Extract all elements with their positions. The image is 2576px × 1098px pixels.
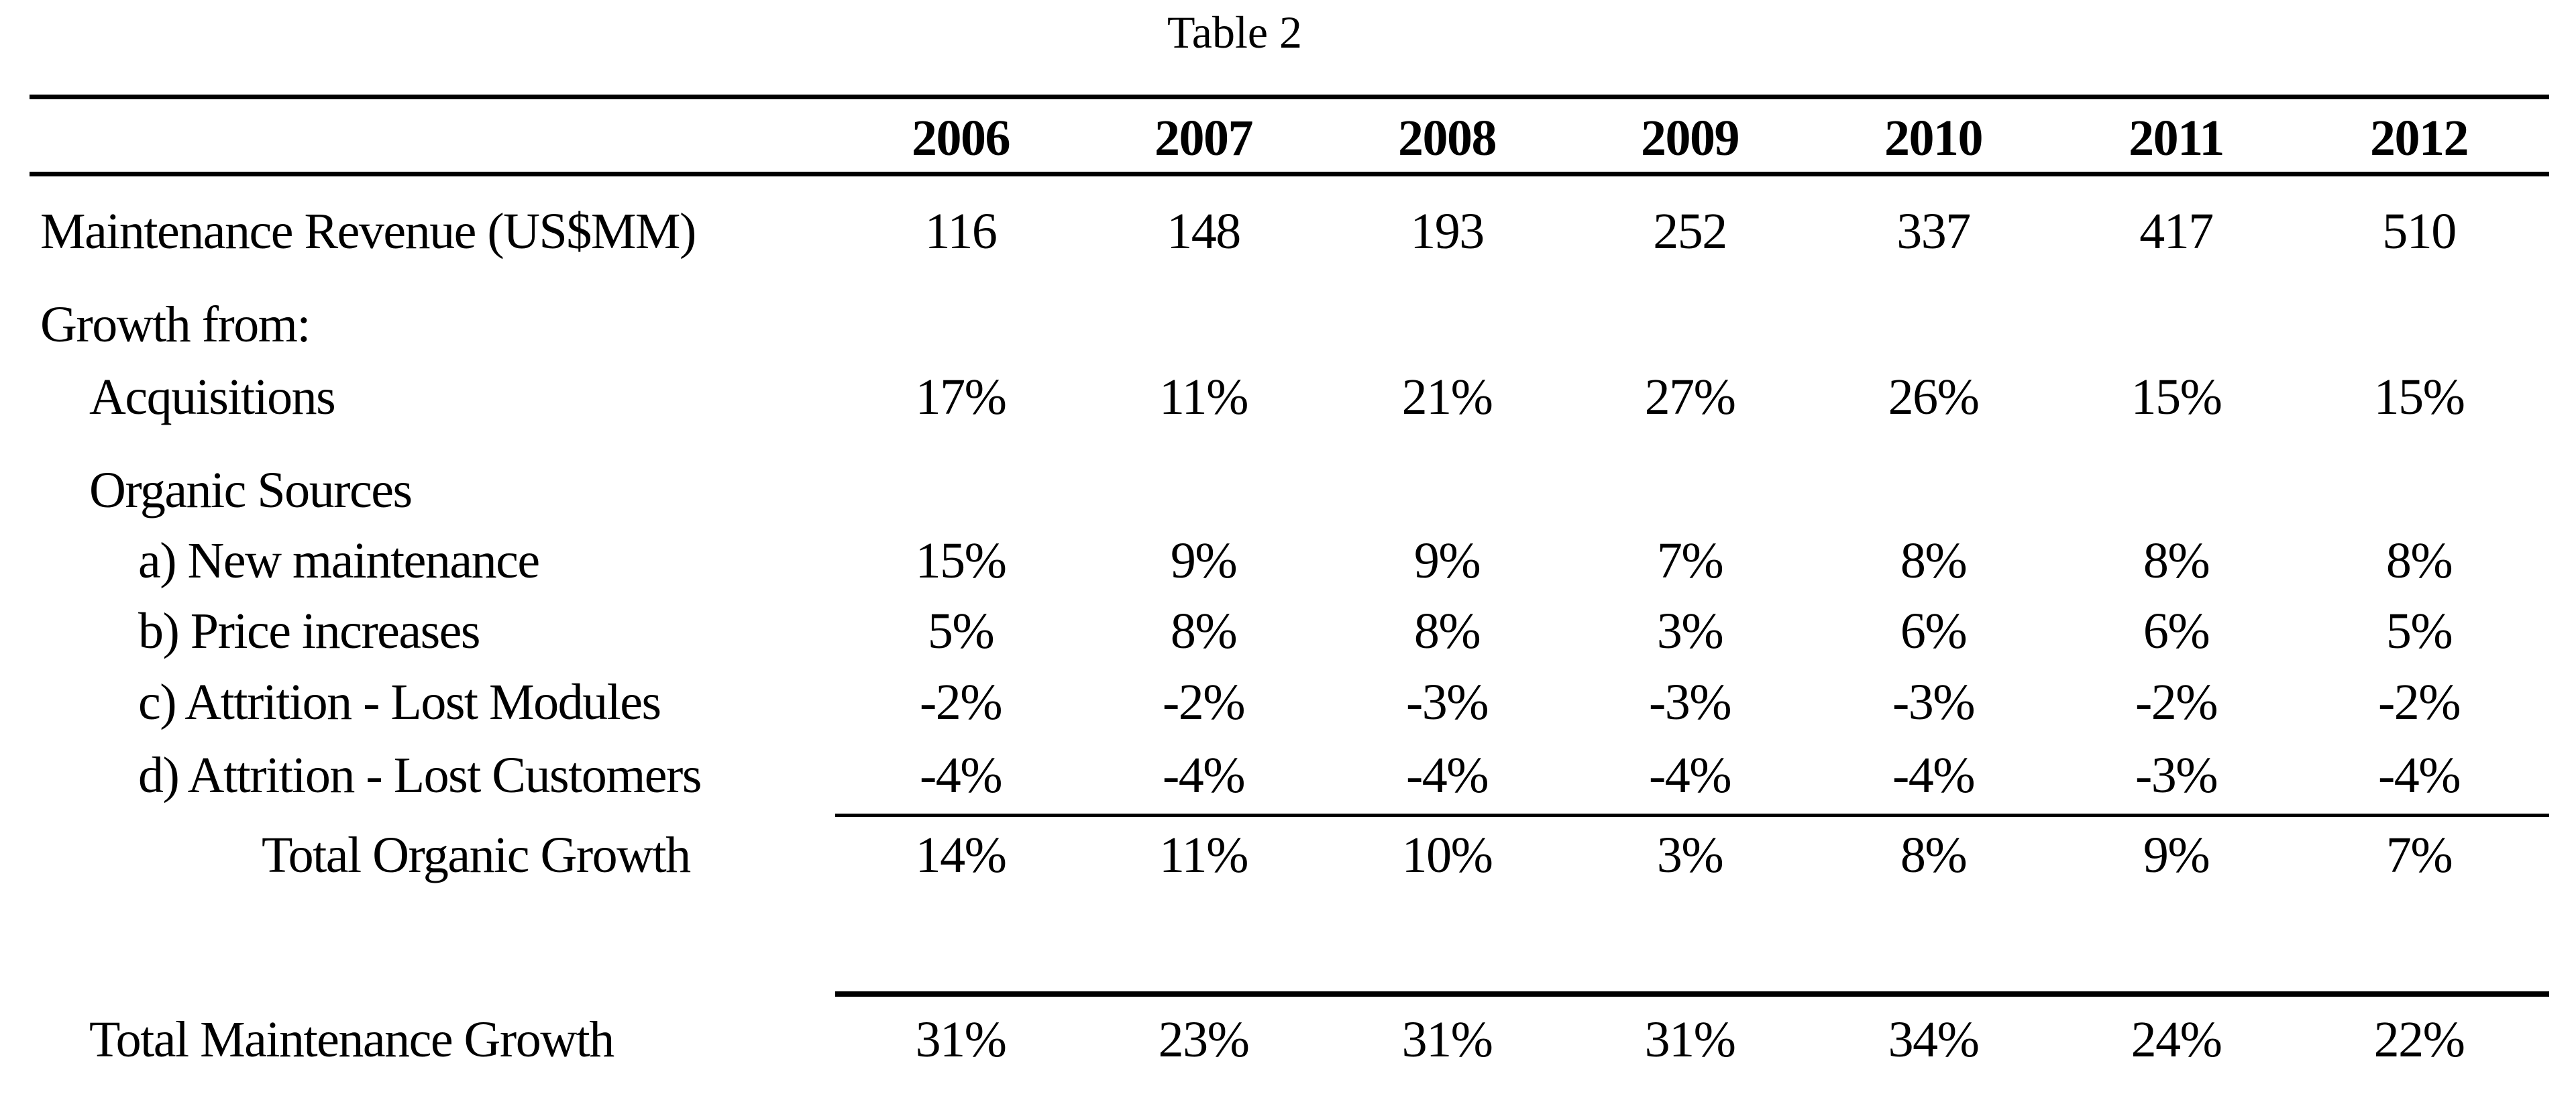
acquisitions-row-2011: 15% [2131, 369, 2222, 425]
attrition-lost-customers-row-2006: -4% [919, 747, 1002, 804]
acquisitions-row-2006: 17% [915, 369, 1006, 425]
total-growth-rule [835, 991, 2549, 997]
total-organic-growth-row-2010: 8% [1900, 827, 1967, 883]
price-increases-row-2009: 3% [1656, 603, 1723, 659]
total-organic-growth-row-2009: 3% [1656, 827, 1723, 883]
attrition-lost-modules-row-2009: -3% [1648, 674, 1731, 730]
acquisitions-row-2008: 21% [1401, 369, 1493, 425]
year-header-2010: 2010 [1884, 110, 1982, 166]
new-maintenance-row-2006: 15% [915, 533, 1006, 589]
acquisitions-row-label: Acquisitions [89, 369, 335, 425]
new-maintenance-row-2012: 8% [2385, 533, 2453, 589]
attrition-lost-customers-row-2010: -4% [1892, 747, 1975, 804]
attrition-lost-customers-row-2007: -4% [1162, 747, 1245, 804]
acquisitions-row-2007: 11% [1159, 369, 1248, 425]
year-header-2012: 2012 [2370, 110, 2468, 166]
maintenance-revenue-row-2008: 193 [1410, 203, 1484, 260]
attrition-lost-modules-row-2011: -2% [2135, 674, 2218, 730]
maintenance-revenue-row-2007: 148 [1167, 203, 1240, 260]
attrition-lost-modules-row-2006: -2% [919, 674, 1002, 730]
header-rule [30, 172, 2549, 176]
maintenance-revenue-row-2010: 337 [1896, 203, 1970, 260]
new-maintenance-row-2011: 8% [2143, 533, 2210, 589]
total-maintenance-growth-row-2010: 34% [1888, 1011, 1979, 1068]
new-maintenance-row-2009: 7% [1656, 533, 1723, 589]
price-increases-row-2010: 6% [1900, 603, 1967, 659]
growth-from-row-label: Growth from: [40, 296, 311, 353]
organic-sources-row-label: Organic Sources [89, 462, 412, 518]
new-maintenance-row-2008: 9% [1413, 533, 1481, 589]
maintenance-revenue-row-2006: 116 [924, 203, 997, 260]
total-maintenance-growth-row-label: Total Maintenance Growth [89, 1011, 614, 1068]
price-increases-row-2011: 6% [2143, 603, 2210, 659]
attrition-lost-customers-row-2012: -4% [2377, 747, 2461, 804]
total-organic-growth-row-2006: 14% [915, 827, 1006, 883]
total-organic-growth-row-2011: 9% [2143, 827, 2210, 883]
attrition-lost-modules-row-label: c) Attrition - Lost Modules [138, 674, 661, 730]
attrition-lost-modules-row-2008: -3% [1405, 674, 1489, 730]
acquisitions-row-2010: 26% [1888, 369, 1979, 425]
acquisitions-row-2009: 27% [1644, 369, 1735, 425]
attrition-lost-customers-row-2009: -4% [1648, 747, 1731, 804]
price-increases-row-label: b) Price increases [138, 603, 480, 659]
attrition-lost-modules-row-2010: -3% [1892, 674, 1975, 730]
year-header-2011: 2011 [2129, 110, 2224, 166]
total-maintenance-growth-row-2012: 22% [2373, 1011, 2465, 1068]
table-page: Table 2 2006 2007 2008 2009 2010 2011 2012 Maintenance Revenue (US$MM) 116 148 193 252 337 417 510 Growth from: Acquisitions 17% 11% 21% 27% 26% 15% 15% Organic Sources a) New maintenance 15% 9% 9% 7% 8% 8% 8% b) Price increases 5% 8% 8% 3% 6% 6% 5% c) Attrition - Lost Modules -2% -2% -3% -3% -3% -2% -2% d) Attrition - Lost Customers -4% -4% -4% -4% -4% -3% -4% Total Organic Growth 14% 11% 10% 3% 8% 9% 7% Total Maintenance Growth 31% 23% 31% 31% 34% 24% 22% [0, 0, 2576, 1098]
price-increases-row-2012: 5% [2385, 603, 2453, 659]
year-header-2007: 2007 [1155, 110, 1252, 166]
maintenance-revenue-row-label: Maintenance Revenue (US$MM) [40, 203, 696, 260]
total-maintenance-growth-row-2006: 31% [915, 1011, 1006, 1068]
year-header-2008: 2008 [1398, 110, 1496, 166]
new-maintenance-row-2010: 8% [1900, 533, 1967, 589]
total-maintenance-growth-row-2011: 24% [2131, 1011, 2222, 1068]
attrition-lost-customers-row-label: d) Attrition - Lost Customers [138, 747, 701, 804]
price-increases-row-2006: 5% [927, 603, 994, 659]
price-increases-row-2007: 8% [1170, 603, 1237, 659]
top-rule [30, 95, 2549, 99]
total-maintenance-growth-row-2007: 23% [1158, 1011, 1249, 1068]
total-organic-growth-row-2008: 10% [1401, 827, 1493, 883]
new-maintenance-row-label: a) New maintenance [138, 533, 539, 589]
total-maintenance-growth-row-2009: 31% [1644, 1011, 1735, 1068]
acquisitions-row-2012: 15% [2373, 369, 2465, 425]
year-header-2006: 2006 [912, 110, 1010, 166]
maintenance-revenue-row-2011: 417 [2139, 203, 2213, 260]
maintenance-revenue-row-2012: 510 [2382, 203, 2456, 260]
organic-subtotal-rule [835, 814, 2549, 817]
total-maintenance-growth-row-2008: 31% [1401, 1011, 1493, 1068]
attrition-lost-customers-row-2011: -3% [2135, 747, 2218, 804]
total-organic-growth-row-2007: 11% [1159, 827, 1248, 883]
new-maintenance-row-2007: 9% [1170, 533, 1237, 589]
total-organic-growth-row-label: Total Organic Growth [262, 827, 690, 883]
attrition-lost-modules-row-2007: -2% [1162, 674, 1245, 730]
price-increases-row-2008: 8% [1413, 603, 1481, 659]
attrition-lost-modules-row-2012: -2% [2377, 674, 2461, 730]
attrition-lost-customers-row-2008: -4% [1405, 747, 1489, 804]
year-header-2009: 2009 [1641, 110, 1739, 166]
maintenance-revenue-row-2009: 252 [1653, 203, 1727, 260]
total-organic-growth-row-2012: 7% [2385, 827, 2453, 883]
